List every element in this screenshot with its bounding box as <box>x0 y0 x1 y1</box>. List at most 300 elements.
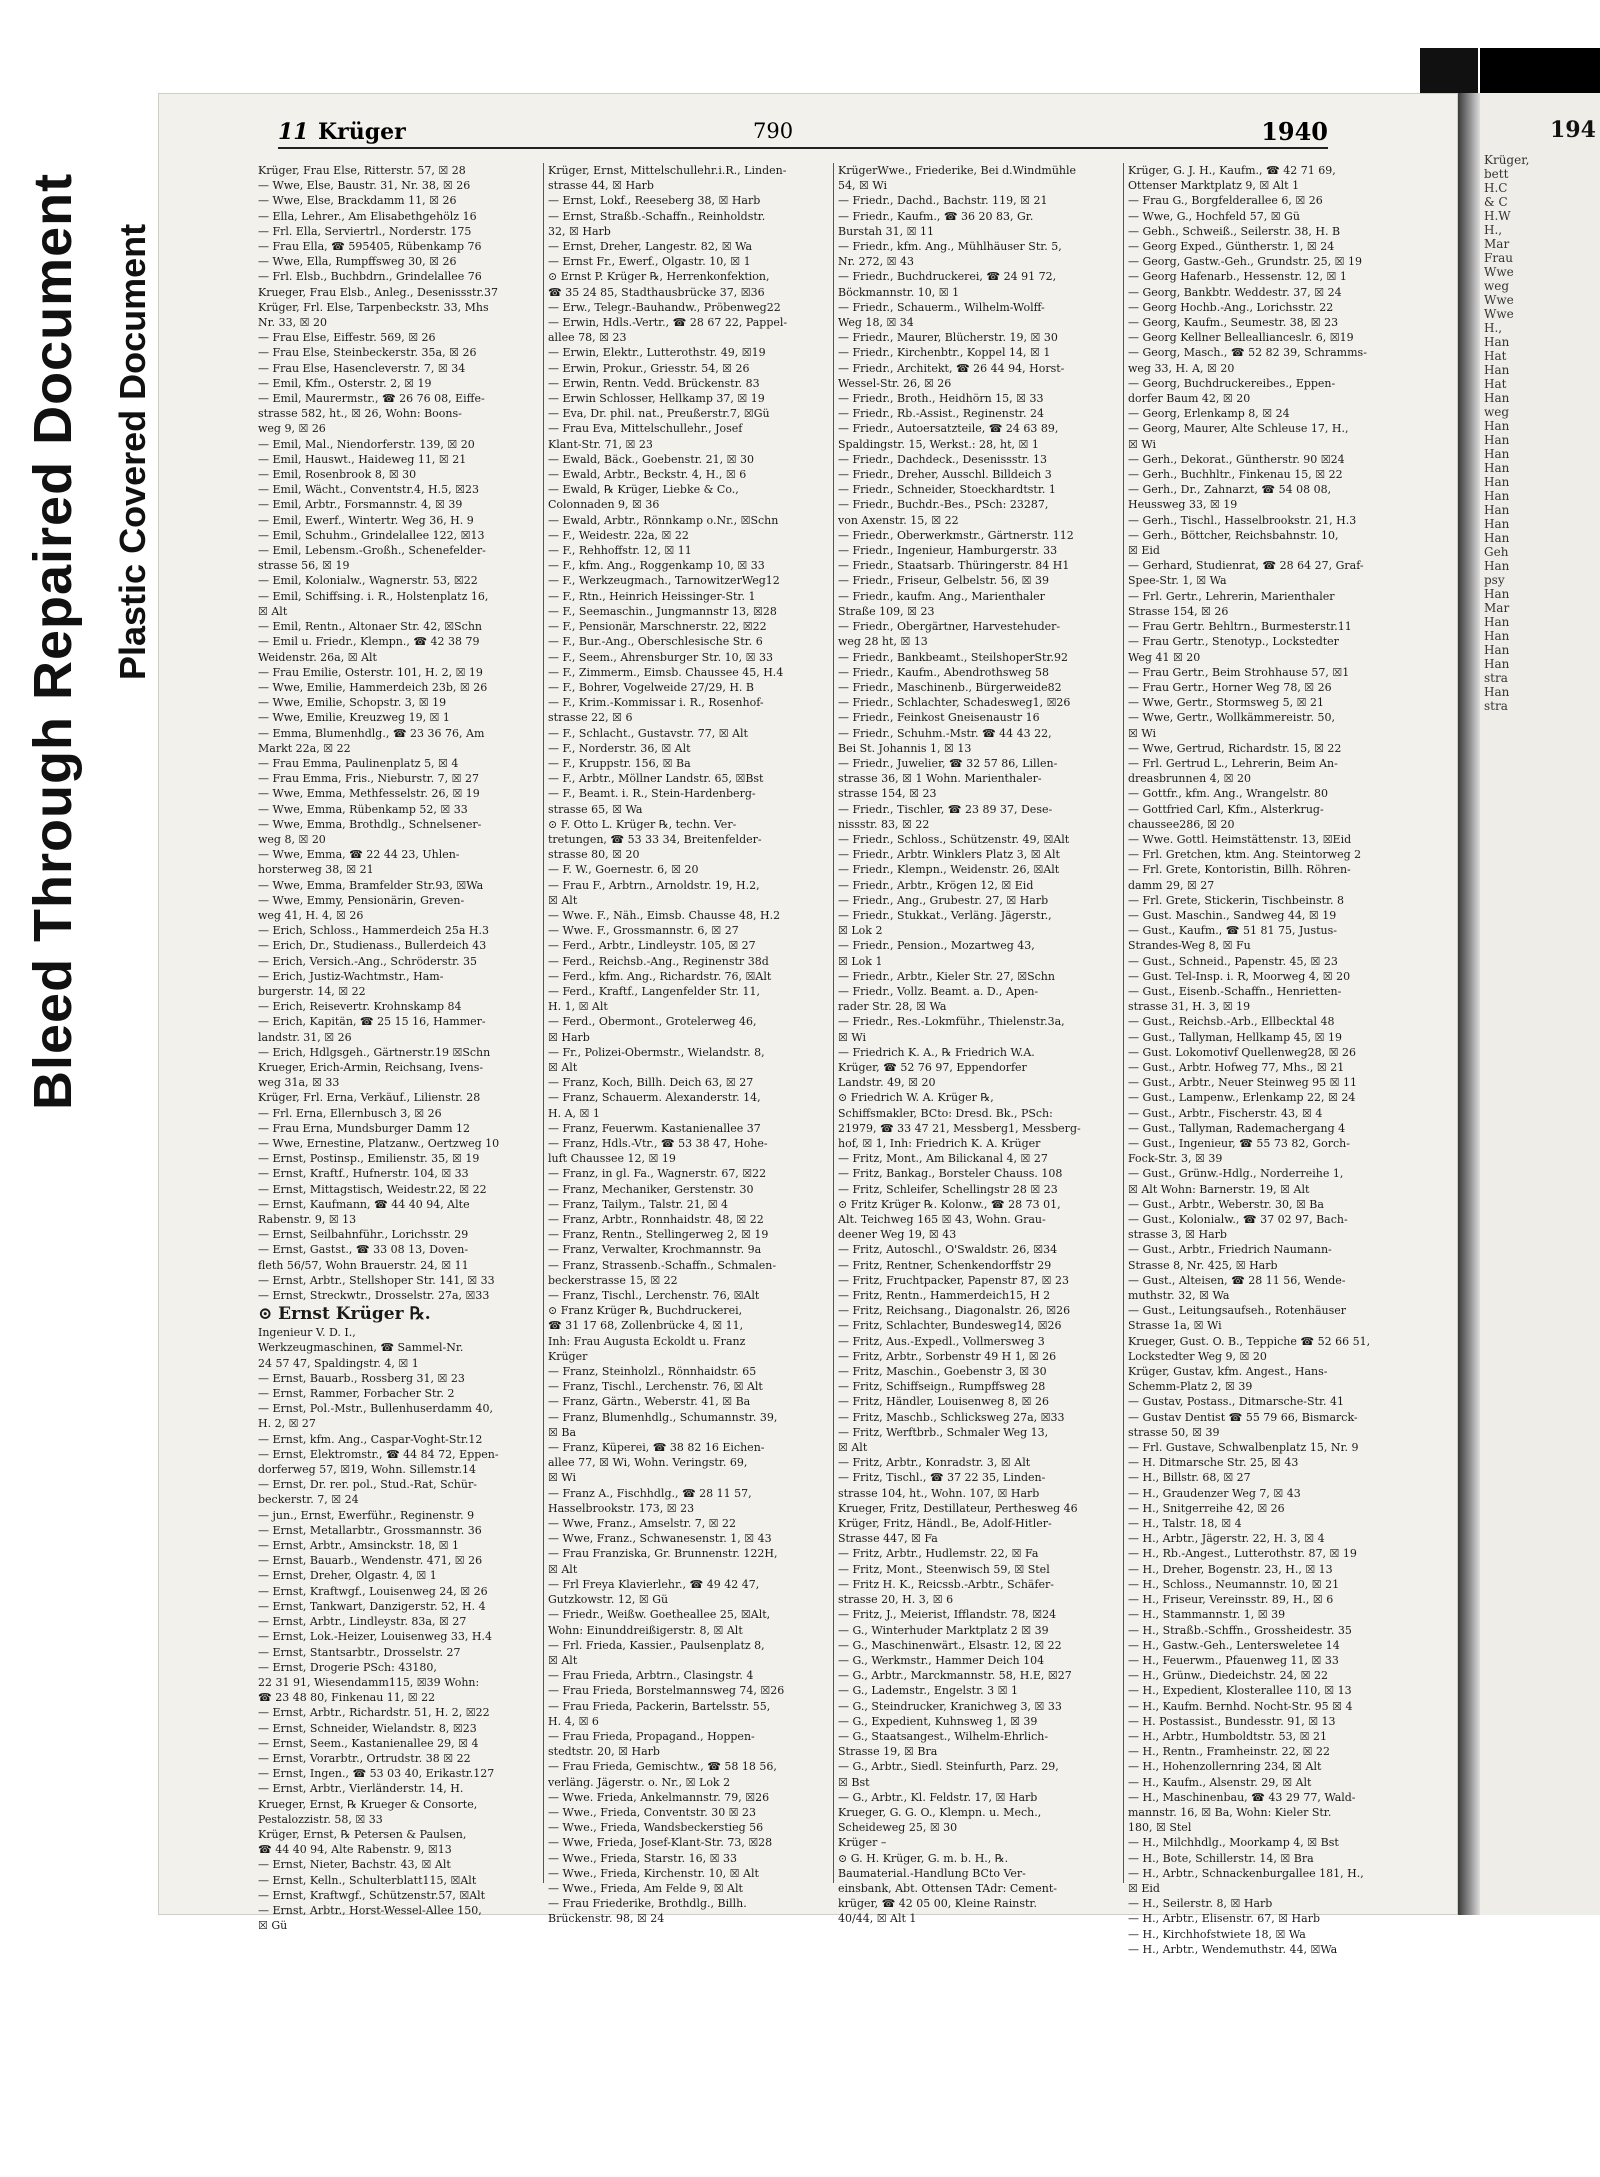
directory-entry: — Fritz, Schiffseign., Rumpffsweg 28 <box>838 1380 1046 1394</box>
directory-entry: — Wwe, Emilie, Hammerdeich 23b, ☒ 26 <box>258 680 488 694</box>
directory-entry: — Fritz, Händler, Louisenweg 8, ☒ 26 <box>838 1395 1050 1409</box>
directory-entry: — Georg, Masch., ☎ 52 82 39, Schramms- <box>1128 346 1367 360</box>
directory-entry: — Gust., Arbtr., Weberstr. 30, ☒ Ba <box>1128 1197 1324 1211</box>
directory-entry: 32, ☒ Harb <box>548 224 611 238</box>
directory-entry: ⊙ Ernst P. Krüger ℞, Herrenkonfektion, <box>548 270 770 284</box>
directory-entry: — Fr., Polizei-Obermstr., Wielandstr. 8, <box>548 1045 765 1059</box>
directory-entry: Rabenstr. 9, ☒ 13 <box>258 1213 357 1227</box>
directory-entry: — Gust., Alteisen, ☎ 28 11 56, Wende- <box>1128 1273 1346 1287</box>
directory-entry: — G., Winterhuder Marktplatz 2 ☒ 39 <box>838 1623 1049 1637</box>
directory-entry: — Franz, Rentn., Stellingerweg 2, ☒ 19 <box>548 1228 769 1242</box>
directory-entry: — F., Seemaschin., Jungmannstr 13, ☒28 <box>548 604 777 618</box>
directory-entry: H. A, ☒ 1 <box>548 1106 600 1120</box>
directory-entry: strasse 65, ☒ Wa <box>548 802 643 816</box>
directory-entry: — Wwe, Gertr., Stormsweg 5, ☒ 21 <box>1128 696 1324 710</box>
directory-entry: 54, ☒ Wi <box>838 179 887 193</box>
directory-entry: — Fritz, Autoschl., O'Swaldstr. 26, ☒34 <box>838 1243 1058 1257</box>
directory-column <box>544 163 834 1926</box>
directory-entry: — Friedr., Kaufm., Abendrothsweg 58 <box>838 665 1049 679</box>
directory-entry: ⊙ Friedrich W. A. Krüger ℞, <box>838 1091 994 1105</box>
directory-entry: — Friedr., Juwelier, ☎ 32 57 86, Lillen- <box>838 756 1058 770</box>
directory-entry: — Gerh., Tischl., Hasselbrookstr. 21, H.3 <box>1128 513 1357 527</box>
directory-entry: — Friedr., Architekt, ☎ 26 44 94, Horst- <box>838 361 1065 375</box>
directory-entry: — Frau Frieda, Propagand., Hoppen- <box>548 1729 755 1743</box>
directory-entry: strasse 154, ☒ 23 <box>838 787 937 801</box>
directory-entry: — Wwe, Emma, Brothdlg., Schnelsener- <box>258 817 482 831</box>
directory-entry: — Ernst, Rammer, Forbacher Str. 2 <box>258 1387 455 1401</box>
adjacent-page <box>1480 93 1600 1915</box>
directory-entry: ☒ Alt Wohn: Barnerstr. 19, ☒ Alt <box>1128 1182 1310 1196</box>
directory-entry: — F., Rtn., Heinrich Heissinger-Str. 1 <box>548 589 756 603</box>
directory-entry: — Gust., Arbtr., Neuer Steinweg 95 ☒ 11 <box>1128 1076 1357 1090</box>
directory-entry: Hasselbrookstr. 173, ☒ 23 <box>548 1501 695 1515</box>
directory-entry: — Frau Else, Steinbeckerstr. 35a, ☒ 26 <box>258 346 477 360</box>
directory-entry: — Frau Eva, Mittelschullehr., Josef <box>548 422 743 436</box>
directory-entry: — Frl. Elsb., Buchbdrn., Grindelallee 76 <box>258 270 482 284</box>
directory-entry: — Franz, Tischl., Lerchenstr. 76, ☒Alt <box>548 1289 760 1303</box>
directory-entry: ☒ Wi <box>1128 726 1156 740</box>
directory-entry: — Emil, Wächt., Conventstr.4, H.5, ☒23 <box>258 483 479 497</box>
directory-entry: — G., Maschinenwärt., Elsastr. 12, ☒ 22 <box>838 1638 1062 1652</box>
adjacent-page-fragment: H., <box>1484 223 1503 237</box>
directory-entry: Strasse 1a, ☒ Wi <box>1128 1319 1222 1333</box>
directory-entry: dorferweg 57, ☒19, Wohn. Sillemstr.14 <box>258 1463 477 1477</box>
directory-entry: Krueger, Erich-Armin, Reichsang, Ivens- <box>258 1060 484 1074</box>
book-gutter <box>1458 93 1480 1915</box>
directory-entry: — H., Billstr. 68, ☒ 27 <box>1128 1471 1251 1485</box>
directory-entry: Klant-Str. 71, ☒ 23 <box>548 437 653 451</box>
header-year: 1940 <box>1261 117 1328 146</box>
directory-entry: Strasse 19, ☒ Bra <box>838 1745 938 1759</box>
directory-entry: ☒ Alt <box>548 1562 578 1576</box>
directory-entry: — F., Zimmerm., Eimsb. Chaussee 45, H.4 <box>548 665 784 679</box>
directory-entry: — Frau Else, Hasencleverstr. 7, ☒ 34 <box>258 361 466 375</box>
adjacent-page-fragment: H.C <box>1484 181 1508 195</box>
directory-entry: — Gust., Leitungsaufseh., Rotenhäuser <box>1128 1304 1347 1318</box>
directory-entry: — Ernst, Lok.-Heizer, Louisenweg 33, H.4 <box>258 1630 493 1644</box>
directory-entry: — Gust., Arbtr. Hofweg 77, Mhs., ☒ 21 <box>1128 1060 1345 1074</box>
directory-entry: — Franz, Schauerm. Alexanderstr. 14, <box>548 1091 761 1105</box>
directory-entry: — Wwe, Emilie, Schopstr. 3, ☒ 19 <box>258 696 447 710</box>
directory-entry: ☒ Harb <box>548 1030 590 1044</box>
directory-entry: — Wwe, Else, Brackdamm 11, ☒ 26 <box>258 194 457 208</box>
directory-entry: — Friedr., Schloss., Schützenstr. 49, ☒Alt <box>838 832 1070 846</box>
directory-entry: — G., Steindrucker, Kranichweg 3, ☒ 33 <box>838 1699 1062 1713</box>
directory-entry: — H., Snitgerreihe 42, ☒ 26 <box>1128 1501 1285 1515</box>
adjacent-page-fragment: psy <box>1484 573 1505 587</box>
directory-entry: — Fritz, Rentner, Schenkendorffstr 29 <box>838 1258 1052 1272</box>
directory-entry: — Ernst, Arbtr., Lindleystr. 83a, ☒ 27 <box>258 1615 467 1629</box>
directory-entry: — Friedr., Tischler, ☎ 23 89 37, Dese- <box>838 802 1053 816</box>
directory-entry: — Ernst, Schneider, Wielandstr. 8, ☒23 <box>258 1721 477 1735</box>
adjacent-page-fragment: Han <box>1484 335 1510 349</box>
directory-entry: — Ewald, ℞ Krüger, Liebke & Co., <box>548 483 739 497</box>
directory-entry: — Georg Hafenarb., Hessenstr. 12, ☒ 1 <box>1128 270 1347 284</box>
directory-entry: strasse 31, H. 3, ☒ 19 <box>1128 1000 1251 1014</box>
directory-entry: strasse 56, ☒ 19 <box>258 559 350 573</box>
directory-entry: muthstr. 32, ☒ Wa <box>1128 1289 1230 1303</box>
directory-entry: — Friedr., Klempn., Weidenstr. 26, ☒Alt <box>838 863 1060 877</box>
directory-entry: ☒ Wi <box>548 1471 576 1485</box>
directory-entry: — H., Dreher, Bogenstr. 23, H., ☒ 13 <box>1128 1562 1333 1576</box>
directory-entry: — Franz, Küperei, ☎ 38 82 16 Eichen- <box>548 1441 765 1455</box>
directory-entry: — G., Arbtr., Siedl. Steinfurth, Parz. 29, <box>838 1760 1059 1774</box>
directory-entry: — Gust., Schneid., Papenstr. 45, ☒ 23 <box>1128 954 1338 968</box>
directory-entry: — Franz, Tischl., Lerchenstr. 76, ☒ Alt <box>548 1380 763 1394</box>
directory-entry: Heussweg 33, ☒ 19 <box>1128 498 1238 512</box>
directory-entry: — F., Krim.-Kommissar i. R., Rosenhof- <box>548 696 764 710</box>
directory-entry: — H., Rb.-Angest., Lutterothstr. 87, ☒ 19 <box>1128 1547 1357 1561</box>
directory-entry: — Ernst, Mittagstisch, Weidestr.22, ☒ 22 <box>258 1182 487 1196</box>
directory-entry: — Ernst, Arbtr., Vierländerstr. 14, H. <box>258 1782 464 1796</box>
directory-entry: — Erwin, Elektr., Lutterothstr. 49, ☒19 <box>548 346 766 360</box>
directory-entry: burgerstr. 14, ☒ 22 <box>258 984 366 998</box>
directory-entry: — Wwe., Frieda, Kirchenstr. 10, ☒ Alt <box>548 1866 759 1880</box>
directory-entry: Alt. Teichweg 165 ☒ 43, Wohn. Grau- <box>838 1213 1046 1227</box>
directory-entry: Krüger, Ernst, ℞ Petersen & Paulsen, <box>258 1827 467 1841</box>
directory-entry: — F., Arbtr., Möllner Landstr. 65, ☒Bst <box>548 772 764 786</box>
directory-entry: — Georg, Buchdruckereibes., Eppen- <box>1128 376 1336 390</box>
directory-entry: — Wwe, Emma, Bramfelder Str.93, ☒Wa <box>258 878 484 892</box>
directory-entry: — Emil, Schiffsing. i. R., Holstenplatz 16, <box>258 589 489 603</box>
directory-entry: ☒ Alt <box>838 1441 868 1455</box>
directory-entry: — Erich, Justiz-Wachtmstr., Ham- <box>258 969 444 983</box>
directory-entry: — H., Seilerstr. 8, ☒ Harb <box>1128 1897 1273 1911</box>
directory-entry: ☒ Alt <box>548 1060 578 1074</box>
adjacent-page-fragment: weg <box>1484 405 1510 419</box>
directory-entry: — G., Expedient, Kuhnsweg 1, ☒ 39 <box>838 1714 1038 1728</box>
directory-entry: — Gust., Arbtr., Fischerstr. 43, ☒ 4 <box>1128 1106 1323 1120</box>
directory-entry: — Georg, Kaufm., Seumestr. 38, ☒ 23 <box>1128 316 1339 330</box>
directory-entry: ☒ Bst <box>838 1775 870 1789</box>
directory-entry: — Ernst, Lokf., Reeseberg 38, ☒ Harb <box>548 194 761 208</box>
adjacent-page-header: 194 <box>1550 117 1596 143</box>
directory-entry: Krüger, Ernst, Mittelschullehr.i.R., Linden- <box>548 164 787 177</box>
directory-entry: Ottenser Marktplatz 9, ☒ Alt 1 <box>1128 179 1300 193</box>
adjacent-page-fragment: Wwe <box>1484 265 1514 279</box>
adjacent-page-fragment: Han <box>1484 447 1510 461</box>
directory-entry: — G., Werkmstr., Hammer Deich 104 <box>838 1653 1045 1667</box>
directory-entry: nissstr. 83, ☒ 22 <box>838 817 930 831</box>
directory-entry: — Friedr., Schlachter, Schadesweg1, ☒26 <box>838 696 1071 710</box>
directory-entry: — Georg Hochb.-Ang., Lorichsstr. 22 <box>1128 300 1334 314</box>
adjacent-page-fragment: Wwe <box>1484 293 1514 307</box>
directory-entry: Weidenstr. 26a, ☒ Alt <box>258 650 377 664</box>
adjacent-page-fragment: Han <box>1484 475 1510 489</box>
directory-entry: — Ernst, Straßb.-Schaffn., Reinholdstr. <box>548 209 766 223</box>
directory-entry: — G., Staatsangest., Wilhelm-Ehrlich- <box>838 1729 1049 1743</box>
directory-entry: — Friedr., Weißw. Goetheallee 25, ☒Alt, <box>548 1608 771 1622</box>
directory-entry: — F., Bur.-Ang., Oberschlesische Str. 6 <box>548 635 763 649</box>
directory-entry: rader Str. 28, ☒ Wa <box>838 1000 947 1014</box>
directory-entry: — Frau Franziska, Gr. Brunnenstr. 122H, <box>548 1547 778 1561</box>
directory-entry: — Gust., Kaufm., ☎ 51 81 75, Justus- <box>1128 924 1337 938</box>
directory-entry: Krueger, G. G. O., Klempn. u. Mech., <box>838 1805 1042 1819</box>
directory-entry: Fock-Str. 3, ☒ 39 <box>1128 1152 1223 1166</box>
directory-entry: — Wwe. Gottl. Heimstättenstr. 13, ☒Eid <box>1128 832 1352 846</box>
directory-entry: Scheideweg 25, ☒ 30 <box>838 1821 958 1835</box>
adjacent-page-fragment: H., <box>1484 321 1503 335</box>
directory-entry: Krüger – <box>838 1836 887 1850</box>
directory-entry: — Frau Frieda, Gemischtw., ☎ 58 18 56, <box>548 1760 777 1774</box>
directory-entry: — Georg, Gastw.-Geh., Grundstr. 25, ☒ 19 <box>1128 255 1363 269</box>
directory-column <box>834 163 1124 1926</box>
directory-entry: — H., Kaufm., Alsenstr. 29, ☒ Alt <box>1128 1775 1312 1789</box>
directory-entry: — Friedr., Dachdeck., Desenissstr. 13 <box>838 452 1047 466</box>
directory-entry: — Ernst, Pol.-Mstr., Bullenhuserdamm 40, <box>258 1402 493 1416</box>
directory-entry: — F., Norderstr. 36, ☒ Alt <box>548 741 691 755</box>
directory-entry: — Gust., Arbtr., Friedrich Naumann- <box>1128 1243 1332 1257</box>
directory-entry: einsbank, Abt. Ottensen TAdr: Cement- <box>838 1881 1057 1895</box>
directory-entry: H. 2, ☒ 27 <box>258 1417 316 1431</box>
directory-entry: — Frau Frieda, Packerin, Bartelsstr. 55, <box>548 1699 771 1713</box>
directory-entry: — Wwe, Emmy, Pensionärin, Greven- <box>258 893 465 907</box>
directory-entry: ☒ Alt <box>548 1653 578 1667</box>
directory-entry: — Gust., Kolonialw., ☎ 37 02 97, Bach- <box>1128 1213 1348 1227</box>
directory-entry: ☎ 35 24 85, Stadthausbrücke 37, ☒36 <box>548 285 765 299</box>
directory-entry: — H., Bote, Schillerstr. 14, ☒ Bra <box>1128 1851 1314 1865</box>
directory-entry: 40/44, ☒ Alt 1 <box>838 1912 917 1926</box>
directory-entry: — Gustav, Postass., Ditmarsche-Str. 41 <box>1128 1395 1344 1409</box>
directory-entry: — H., Maschinenbau, ☎ 43 29 77, Wald- <box>1128 1790 1356 1804</box>
directory-entry: — Friedr., Oberwerkmstr., Gärtnerstr. 112 <box>838 528 1074 542</box>
directory-entry: — Frau Ella, ☎ 595405, Rübenkamp 76 <box>258 240 482 254</box>
directory-entry: — Franz, Feuerwm. Kastanienallee 37 <box>548 1121 761 1135</box>
directory-entry: — Frau Emilie, Osterstr. 101, H. 2, ☒ 19 <box>258 665 483 679</box>
directory-entry: ☒ Wi <box>838 1030 866 1044</box>
directory-entry: — Friedr., Maurer, Blücherstr. 19, ☒ 30 <box>838 331 1058 345</box>
directory-entry: — Ernst, Bauarb., Wendenstr. 471, ☒ 26 <box>258 1554 483 1568</box>
directory-entry: Krueger, Gust. O. B., Teppiche ☎ 52 66 51, <box>1128 1334 1371 1348</box>
adjacent-page-fragment: Han <box>1484 503 1510 517</box>
directory-entry: chaussee286, ☒ 20 <box>1128 817 1235 831</box>
directory-entry: ☎ 44 40 94, Alte Rabenstr. 9, ☒13 <box>258 1843 452 1857</box>
directory-entry: — Franz, in gl. Fa., Wagnerstr. 67, ☒22 <box>548 1167 767 1181</box>
directory-entry: — jun., Ernst, Ewerführ., Reginenstr. 9 <box>258 1508 475 1522</box>
directory-entry: — F., Beamt. i. R., Stein-Hardenberg- <box>548 787 756 801</box>
directory-entry: weg 9, ☒ 26 <box>258 422 326 436</box>
directory-entry: — Frl Freya Klavierlehr., ☎ 49 42 47, <box>548 1577 760 1591</box>
directory-entry: — Wwe, Franz., Amselstr. 7, ☒ 22 <box>548 1517 737 1531</box>
directory-entry: Schiffsmakler, BCto: Dresd. Bk., PSch: <box>838 1106 1053 1120</box>
directory-entry: — Franz, Tailym., Talstr. 21, ☒ 4 <box>548 1197 729 1211</box>
directory-entry: — Frl. Gustave, Schwalbenplatz 15, Nr. 9 <box>1128 1441 1359 1455</box>
directory-entry: ☒ Alt <box>258 604 288 618</box>
directory-entry: — Friedr., Obergärtner, Harvestehuder- <box>838 620 1061 634</box>
directory-entry: — Friedr., Buchdr.-Bes., PSch: 23287, <box>838 498 1049 512</box>
adjacent-page-fragment: Krüger, <box>1484 153 1530 167</box>
directory-entry: — Eva, Dr. phil. nat., Preußerstr.7, ☒Gü <box>548 407 770 421</box>
directory-entry: Krüger, G. J. H., Kaufm., ☎ 42 71 69, <box>1128 164 1336 177</box>
directory-entry: — H., Grünw., Diedeichstr. 24, ☒ 22 <box>1128 1669 1329 1683</box>
directory-entry: — F., Kruppstr. 156, ☒ Ba <box>548 756 691 770</box>
directory-entry: weg 28 ht, ☒ 13 <box>838 635 928 649</box>
directory-entry: luft Chaussee 12, ☒ 19 <box>548 1152 676 1166</box>
directory-entry: — F., kfm. Ang., Roggenkamp 10, ☒ 33 <box>548 559 765 573</box>
directory-entry: — Wwe, Ernestine, Platzanw., Oertzweg 10 <box>258 1137 500 1150</box>
directory-entry: — Friedr., kfm. Ang., Mühlhäuser Str. 5, <box>838 240 1062 254</box>
directory-entry: — F., Seem., Ahrensburger Str. 10, ☒ 33 <box>548 650 773 664</box>
directory-entry: — Wwe., Frieda, Wandsbeckerstieg 56 <box>548 1821 764 1835</box>
directory-entry: — Gerh., Dekorat., Güntherstr. 90 ☒24 <box>1128 452 1345 466</box>
directory-entry: Krüger, Frl. Else, Tarpenbeckstr. 33, Mhs <box>258 300 489 314</box>
directory-entry: 21979, ☎ 33 47 21, Messberg1, Messberg- <box>838 1121 1081 1135</box>
directory-entry: Inh: Frau Augusta Eckoldt u. Franz <box>548 1334 746 1348</box>
directory-entry: — Friedr., Staatsarb. Thüringerstr. 84 H1 <box>838 559 1070 573</box>
directory-entry: — Frau Else, Eiffestr. 569, ☒ 26 <box>258 331 436 345</box>
adjacent-page-fragment: Han <box>1484 531 1510 545</box>
directory-entry: Brückenstr. 98, ☒ 24 <box>548 1912 665 1926</box>
directory-entry: — Frl. Grete, Stickerin, Tischbeinstr. 8 <box>1128 893 1345 907</box>
directory-entry: Böckmannstr. 10, ☒ 1 <box>838 285 960 299</box>
directory-entry: — H., Kaufm. Bernhd. Nocht-Str. 95 ☒ 4 <box>1128 1699 1353 1713</box>
directory-entry: ☒ Lok 2 <box>838 924 883 938</box>
directory-entry: — Frl. Gretchen, ktm. Ang. Steintorweg 2 <box>1128 848 1362 862</box>
directory-entry: — F. W., Goernestr. 6, ☒ 20 <box>548 863 699 877</box>
adjacent-page-fragment: Han <box>1484 517 1510 531</box>
directory-entry: ☒ Wi <box>1128 437 1156 451</box>
directory-entry: von Axenstr. 15, ☒ 22 <box>838 513 959 527</box>
directory-entry: strasse 80, ☒ 20 <box>548 848 640 862</box>
directory-entry: Ingenieur V. D. I., <box>258 1326 356 1340</box>
directory-entry: — Friedr., Buchdruckerei, ☎ 24 91 72, <box>838 270 1057 284</box>
directory-entry: hof, ☒ 1, Inh: Friedrich K. A. Krüger <box>838 1137 1041 1150</box>
directory-entry: — Ella, Lehrer., Am Elisabethgehölz 16 <box>258 209 477 223</box>
directory-entry: — Franz A., Fischhdlg., ☎ 28 11 57, <box>548 1486 752 1500</box>
directory-entry: — Ernst, Kraftwgf., Louisenweg 24, ☒ 26 <box>258 1584 488 1598</box>
directory-entry: — Ernst, Elektromstr., ☎ 44 84 72, Eppen- <box>258 1447 499 1461</box>
adjacent-page-fragment: stra <box>1484 699 1508 713</box>
directory-entry: — Gust. Lokomotivf Quellenweg28, ☒ 26 <box>1128 1045 1356 1059</box>
directory-entry: — Ernst, Kelln., Schulterblatt115, ☒Alt <box>258 1873 477 1887</box>
directory-entry: — Friedr., Autoersatzteile, ☎ 24 63 89, <box>838 422 1059 436</box>
directory-entry: — Frau Gertr. Behltrn., Burmesterstr.11 <box>1128 620 1352 634</box>
directory-entry: weg 8, ☒ 20 <box>258 832 326 846</box>
directory-entry: — Erwin Schlosser, Hellkamp 37, ☒ 19 <box>548 392 765 406</box>
directory-entry: — Franz, Steinholzl., Rönnhaidstr. 65 <box>548 1365 757 1379</box>
directory-entry: — Gust. Maschin., Sandweg 44, ☒ 19 <box>1128 908 1337 922</box>
directory-entry: Baumaterial.-Handlung BCto Ver- <box>838 1866 1026 1880</box>
directory-entry: — H., Rentn., Framheinstr. 22, ☒ 22 <box>1128 1745 1330 1759</box>
scan-corner-dark <box>1480 48 1600 93</box>
directory-entry: — Fritz, Rentn., Hammerdeich15, H 2 <box>838 1289 1051 1303</box>
directory-entry: — Friedr., Dreher, Ausschl. Billdeich 3 <box>838 468 1052 482</box>
directory-entry: — Emil, Maurermstr., ☎ 26 76 08, Eiffe- <box>258 392 485 406</box>
directory-entry: 22 31 91, Wiesendamm115, ☒39 Wohn: <box>258 1675 480 1689</box>
adjacent-page-fragment: Mar <box>1484 601 1510 615</box>
directory-entry: — Frau F., Arbtrn., Arnoldstr. 19, H.2, <box>548 878 760 892</box>
directory-entry: — Ernst, Bauarb., Rossberg 31, ☒ 23 <box>258 1371 465 1385</box>
directory-entry: — Friedr., Vollz. Beamt. a. D., Apen- <box>838 984 1039 998</box>
adjacent-page-fragment: stra <box>1484 671 1508 685</box>
directory-columns <box>254 163 1414 1956</box>
directory-entry: — Wwe, Gertrud, Richardstr. 15, ☒ 22 <box>1128 741 1342 755</box>
directory-entry: — Fritz, Schleifer, Schellingstr 28 ☒ 23 <box>838 1182 1058 1196</box>
directory-entry: — Friedr., Bankbeamt., SteilshoperStr.92 <box>838 650 1069 664</box>
directory-entry: H. 1, ☒ Alt <box>548 1000 608 1014</box>
directory-entry: — Frl. Gertrud L., Lehrerin, Beim An- <box>1128 756 1338 770</box>
directory-entry: — Gerh., Buchhltr., Finkenau 15, ☒ 22 <box>1128 468 1343 482</box>
directory-entry: — Georg, Erlenkamp 8, ☒ 24 <box>1128 407 1290 421</box>
directory-entry: — Frl. Erna, Ellernbusch 3, ☒ 26 <box>258 1106 442 1120</box>
directory-entry: Krüger, Fritz, Händl., Be, Adolf-Hitler- <box>838 1517 1052 1531</box>
directory-entry: — Wwe, Franz., Schwanesenstr. 1, ☒ 43 <box>548 1532 772 1546</box>
directory-entry: — Friedr., Kirchenbtr., Koppel 14, ☒ 1 <box>838 346 1051 360</box>
directory-entry: — Friedr., Friseur, Gelbelstr. 56, ☒ 39 <box>838 574 1050 588</box>
directory-entry: — Gust., Reichsb.-Arb., Ellbecktal 48 <box>1128 1015 1335 1029</box>
directory-entry: — Fritz, Tischl., ☎ 37 22 35, Linden- <box>838 1471 1046 1485</box>
directory-entry: KrügerWwe., Friederike, Bei d.Windmühle <box>838 164 1077 177</box>
adjacent-page-fragment: Han <box>1484 657 1510 671</box>
adjacent-page-fragment: Han <box>1484 433 1510 447</box>
directory-entry: — Georg Exped., Güntherstr. 1, ☒ 24 <box>1128 240 1335 254</box>
directory-entry: Strasse 154, ☒ 26 <box>1128 604 1229 618</box>
directory-entry: — Emil, Schuhm., Grindelallee 122, ☒13 <box>258 528 485 542</box>
directory-entry: — Erwin, Prokur., Griesstr. 54, ☒ 26 <box>548 361 750 375</box>
directory-entry: — Franz, Koch, Billh. Deich 63, ☒ 27 <box>548 1076 754 1090</box>
directory-entry: — Emil, Kolonialw., Wagnerstr. 53, ☒22 <box>258 574 478 588</box>
directory-entry: ☒ Gü <box>258 1919 288 1933</box>
directory-entry: — Fritz, Maschin., Goebenstr 3, ☒ 30 <box>838 1365 1047 1379</box>
directory-entry: Landstr. 49, ☒ 20 <box>838 1076 936 1090</box>
directory-entry: — Wwe, Gertr., Wollkämmereistr. 50, <box>1128 711 1335 725</box>
directory-entry: — Ernst, Arbtr., Amsinckstr. 18, ☒ 1 <box>258 1539 460 1553</box>
directory-entry: — Ernst, Arbtr., Horst-Wessel-Allee 150, <box>258 1903 482 1917</box>
directory-entry: — Ernst, Vorarbtr., Ortrudstr. 38 ☒ 22 <box>258 1751 471 1765</box>
directory-entry: — G., Arbtr., Marckmannstr. 58, H.E, ☒27 <box>838 1669 1072 1683</box>
directory-entry: stedtstr. 20, ☒ Harb <box>548 1745 660 1759</box>
directory-entry: — H., Schloss., Neumannstr. 10, ☒ 21 <box>1128 1577 1340 1591</box>
directory-entry: — Wwe, Emma, ☎ 22 44 23, Uhlen- <box>258 848 460 862</box>
directory-entry: ⊙ Franz Krüger ℞, Buchdruckerei, <box>548 1304 743 1318</box>
directory-entry: — H., Arbtr., Elisenstr. 67, ☒ Harb <box>1128 1912 1320 1926</box>
directory-entry: — Friedr., Pension., Mozartweg 43, <box>838 939 1035 953</box>
directory-entry: — Franz, Blumenhdlg., Schumannstr. 39, <box>548 1410 778 1424</box>
directory-entry: — Wwe, Emma, Methfesselstr. 26, ☒ 19 <box>258 787 480 801</box>
directory-entry: — Erich, Kapitän, ☎ 25 15 16, Hammer- <box>258 1015 486 1029</box>
directory-entry: — H., Graudenzer Weg 7, ☒ 43 <box>1128 1486 1301 1500</box>
directory-entry: — H., Feuerwm., Pfauenweg 11, ☒ 33 <box>1128 1653 1339 1667</box>
directory-entry: — Friedrich K. A., ℞ Friedrich W.A. <box>838 1045 1035 1059</box>
directory-entry: Krüger, ☎ 52 76 97, Eppendorfer <box>838 1060 1027 1074</box>
directory-entry: — Georg, Bankbtr. Weddestr. 37, ☒ 24 <box>1128 285 1342 299</box>
directory-entry: — G., Arbtr., Kl. Feldstr. 17, ☒ Harb <box>838 1790 1038 1804</box>
directory-entry: strasse 36, ☒ 1 Wohn. Marienthaler- <box>838 772 1042 786</box>
directory-entry: Markt 22a, ☒ 22 <box>258 741 351 755</box>
directory-entry: Nr. 33, ☒ 20 <box>258 316 328 330</box>
directory-entry: ☒ Lok 1 <box>838 954 883 968</box>
directory-entry: — Ernst, Metallarbtr., Grossmannstr. 36 <box>258 1523 482 1537</box>
side-label-primary: Bleed Through Repaired Document <box>23 172 83 1110</box>
directory-entry: Strasse 447, ☒ Fa <box>838 1532 938 1546</box>
directory-entry: ☒ Eid <box>1128 544 1160 558</box>
directory-entry: — Fritz, Maschb., Schlicksweg 27a, ☒33 <box>838 1410 1065 1424</box>
directory-entry: — Gustav Dentist ☎ 55 79 66, Bismarck- <box>1128 1410 1358 1424</box>
adjacent-page-fragment: Mar <box>1484 237 1510 251</box>
directory-entry: — Friedr., Dachd., Bachstr. 119, ☒ 21 <box>838 194 1048 208</box>
directory-entry: — Gust. Tel-Insp. i. R, Moorweg 4, ☒ 20 <box>1128 969 1351 983</box>
directory-entry: — Emil, Kfm., Osterstr. 2, ☒ 19 <box>258 376 432 390</box>
adjacent-page-fragment: H.W <box>1484 209 1511 223</box>
directory-entry: Werkzeugmaschinen, ☎ Sammel-Nr. <box>258 1341 464 1355</box>
directory-entry: Lockstedter Weg 9, ☒ 20 <box>1128 1349 1267 1363</box>
directory-entry: — Frau Gertr., Horner Weg 78, ☒ 26 <box>1128 680 1332 694</box>
directory-entry: — Franz, Mechaniker, Gerstenstr. 30 <box>548 1182 754 1196</box>
adjacent-page-fragment: Hat <box>1484 349 1507 363</box>
directory-entry: — Wwe. Frieda, Ankelmannstr. 79, ☒26 <box>548 1790 770 1804</box>
directory-entry: — H., Stammannstr. 1, ☒ 39 <box>1128 1608 1286 1622</box>
directory-entry: deener Weg 19, ☒ 43 <box>838 1228 957 1242</box>
